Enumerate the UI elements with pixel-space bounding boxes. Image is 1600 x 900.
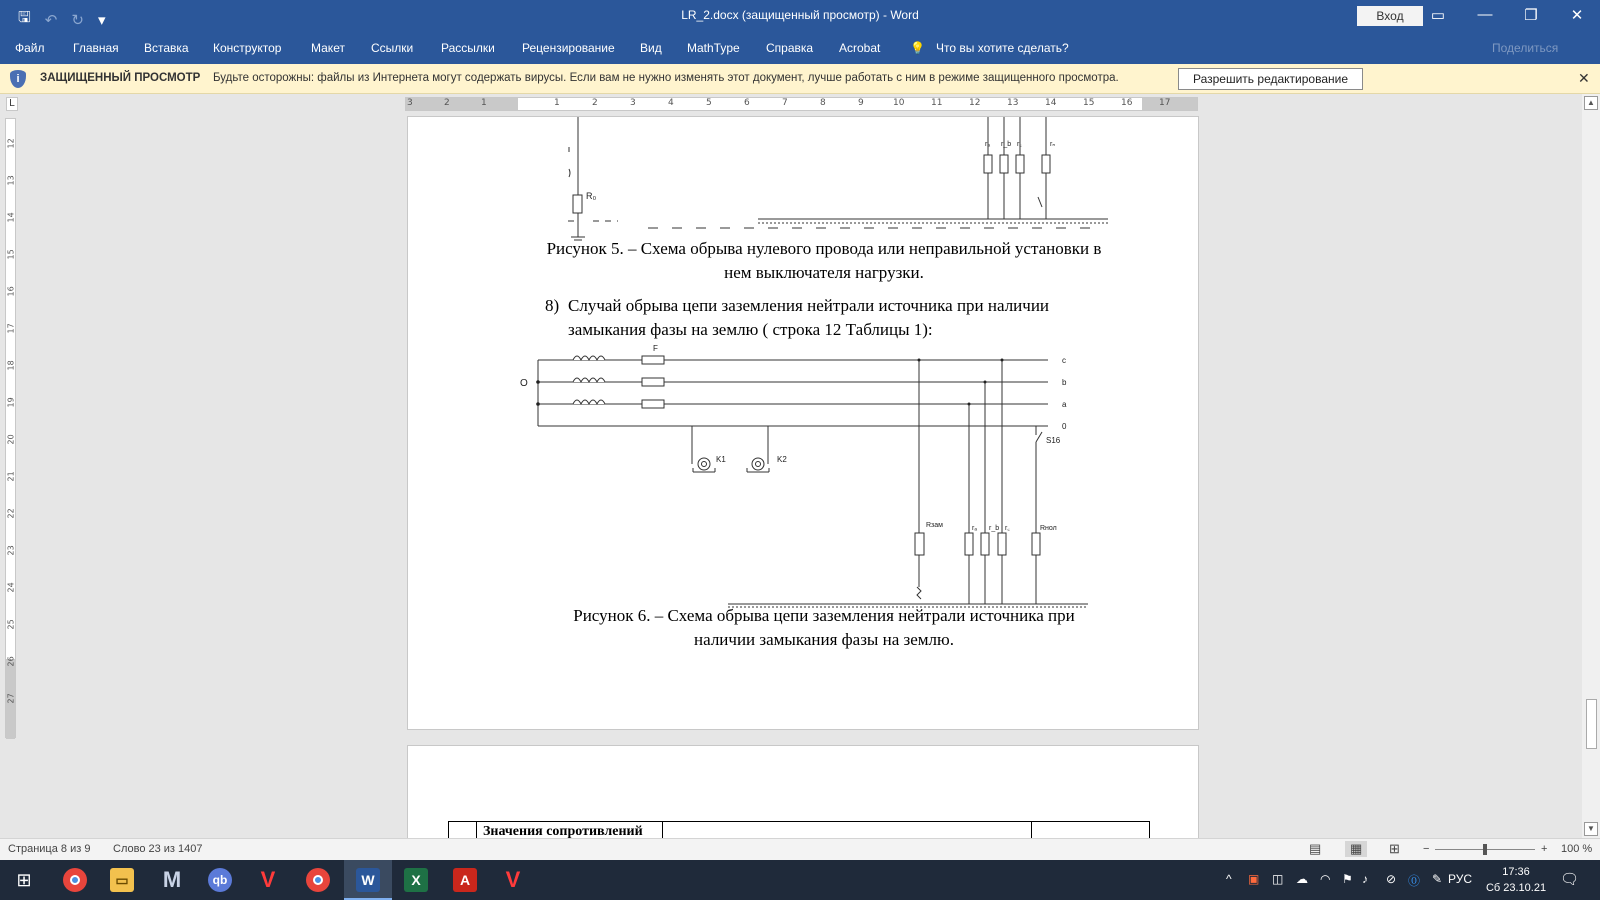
tab-review[interactable]: Рецензирование: [522, 41, 615, 55]
share-button[interactable]: Поделиться: [1492, 41, 1559, 55]
app-m-icon[interactable]: M: [162, 867, 182, 892]
ruler-label: 17: [6, 323, 16, 334]
ruler-label: 14: [1045, 98, 1057, 108]
tray-app-icon[interactable]: ▣: [1248, 872, 1260, 886]
zoom-level[interactable]: 100 %: [1561, 843, 1593, 855]
ruler-label: 13: [1007, 98, 1019, 108]
acrobat-icon[interactable]: A: [453, 868, 477, 892]
tab-view[interactable]: Вид: [640, 41, 662, 55]
rzam-label: Rзам: [926, 522, 943, 529]
ruler-label: 1: [481, 98, 487, 108]
ruler-label: 14: [6, 212, 16, 223]
ruler-label: 17: [1159, 98, 1171, 108]
k2-label: K2: [777, 455, 787, 464]
vertical-scrollbar[interactable]: [1582, 94, 1600, 838]
tab-file[interactable]: Файл: [15, 41, 45, 55]
ruler-label: 4: [668, 98, 674, 108]
chrome-icon[interactable]: [63, 868, 87, 892]
rc-label: r꜀: [1005, 525, 1010, 532]
rc-label: r꜀: [1017, 141, 1022, 148]
figure-5-caption-line-1: Рисунок 5. – Схема обрыва нулевого провода или неправильной установки в: [546, 239, 1102, 258]
app-v-icon[interactable]: V: [260, 867, 276, 892]
notifications-icon[interactable]: 🗨: [1560, 871, 1580, 888]
list-item-number: 8): [545, 296, 560, 315]
volume-icon[interactable]: ♪: [1362, 872, 1368, 886]
customize-toolbar-icon[interactable]: ▾: [97, 11, 106, 29]
r0-label: R₀: [586, 191, 597, 201]
phase-a-label: a: [1062, 400, 1067, 409]
ruler-label: 11: [931, 98, 943, 108]
ruler-label: 26: [6, 656, 16, 667]
figure-6-diagram: [408, 342, 1200, 612]
rnull-label: Rнол: [1040, 525, 1057, 532]
web-layout-icon[interactable]: ⊞: [1389, 841, 1400, 856]
page-count[interactable]: Страница 8 из 9: [8, 843, 91, 855]
scroll-thumb[interactable]: [1586, 699, 1597, 749]
wifi-icon[interactable]: ◠: [1320, 872, 1331, 886]
enable-editing-button[interactable]: Разрешить редактирование: [1178, 68, 1363, 90]
lightbulb-icon: 💡: [910, 41, 925, 55]
restore-button[interactable]: ❐: [1524, 7, 1538, 24]
ruler-label: 12: [969, 98, 981, 108]
ruler-label: 21: [6, 471, 16, 482]
clock-date: Сб 23.10.21: [1485, 882, 1547, 894]
clock-time: 17:36: [1502, 866, 1530, 878]
ruler-label: 9: [858, 98, 864, 108]
ruler-label: 24: [6, 582, 16, 593]
vertical-ruler[interactable]: [5, 118, 16, 738]
app-v-icon-2[interactable]: V: [505, 867, 521, 892]
minimize-button[interactable]: —: [1477, 6, 1493, 23]
shield-icon: i: [10, 70, 26, 88]
ruler-label: 18: [6, 360, 16, 371]
ruler-label: 19: [6, 397, 16, 408]
ruler-label: 2: [592, 98, 598, 108]
tray-onedrive-icon[interactable]: ☁: [1296, 872, 1308, 886]
ruler-label: 16: [6, 286, 16, 297]
document-page[interactable]: [407, 116, 1199, 730]
network-icon[interactable]: ⚑: [1342, 872, 1353, 886]
protected-view-message: Будьте осторожны: файлы из Интернета могут содержать вирусы. Если вам не нужно изменять этот документ, лучше работать с ним в режиме защищенного просмотра.: [213, 72, 1119, 84]
tray-bag-icon[interactable]: ◫: [1272, 872, 1284, 886]
word-icon[interactable]: W: [356, 868, 380, 892]
ruler-label: 22: [6, 508, 16, 519]
ruler-label: 15: [1083, 98, 1095, 108]
tray-slash-icon[interactable]: ⊘: [1386, 872, 1397, 886]
ruler-label: 3: [407, 98, 413, 108]
scroll-up-icon[interactable]: ▲: [1584, 96, 1598, 110]
ruler-label: 7: [782, 98, 788, 108]
tab-insert[interactable]: Вставка: [144, 41, 189, 55]
chrome-icon-2[interactable]: [306, 868, 330, 892]
start-button-icon[interactable]: ⊞: [16, 870, 32, 890]
input-language[interactable]: РУС: [1448, 872, 1473, 886]
list-item-line-1: Случай обрыва цепи заземления нейтрали источника при наличии: [568, 296, 1050, 315]
file-explorer-icon[interactable]: ▭: [110, 868, 134, 892]
tab-acrobat[interactable]: Acrobat: [839, 41, 881, 55]
document-title: LR_2.docx (защищенный просмотр) - Word: [681, 8, 919, 22]
rb-label: r_b: [1001, 141, 1012, 148]
sign-in-button[interactable]: Вход: [1357, 6, 1423, 26]
document-area: [0, 94, 1582, 838]
close-window-button[interactable]: ✕: [1570, 7, 1584, 24]
qbittorrent-icon[interactable]: qb: [208, 868, 232, 892]
ruler-label: 25: [6, 619, 16, 630]
ruler-label: 8: [820, 98, 826, 108]
fuse-f-label: F: [653, 344, 658, 353]
ruler-label: 20: [6, 434, 16, 445]
status-bar: [0, 838, 1600, 860]
zoom-in-button[interactable]: +: [1541, 843, 1548, 855]
ruler-label: 13: [6, 175, 16, 186]
print-layout-icon[interactable]: ▦: [1345, 841, 1367, 857]
clock[interactable]: [1476, 864, 1556, 896]
ruler-label: 27: [6, 693, 16, 704]
ra-label: rₐ: [985, 141, 990, 148]
protected-view-bar: [0, 64, 1600, 94]
tab-mailings[interactable]: Рассылки: [441, 41, 495, 55]
ribbon-tabs: [0, 32, 1600, 64]
figure-5-diagram: [408, 117, 1200, 257]
document-page-2[interactable]: [407, 745, 1199, 838]
close-bar-icon[interactable]: ✕: [1578, 70, 1590, 86]
phase-b-label: b: [1062, 378, 1067, 387]
tab-design[interactable]: Конструктор: [213, 41, 282, 55]
tab-help[interactable]: Справка: [766, 41, 814, 55]
protected-view-title: ЗАЩИЩЕННЫЙ ПРОСМОТР: [40, 72, 201, 84]
tab-references[interactable]: Ссылки: [371, 41, 414, 55]
tab-home[interactable]: Главная: [73, 41, 119, 55]
save-icon[interactable]: 🖫: [18, 9, 31, 26]
ruler-label: 16: [1121, 98, 1133, 108]
tab-mathtype[interactable]: MathType: [687, 41, 740, 55]
k1-label: K1: [716, 455, 726, 464]
zoom-slider-thumb[interactable]: [1483, 844, 1487, 855]
ruler-label: 15: [6, 249, 16, 260]
list-item-line-2: замыкания фазы на землю ( строка 12 Таблицы 1):: [568, 320, 933, 339]
ribbon-display-options-icon[interactable]: ▭: [1430, 7, 1446, 24]
pen-icon[interactable]: ✎: [1432, 872, 1443, 886]
word-count[interactable]: Слово 23 из 1407: [113, 843, 203, 855]
figure-6-caption-line-1: Рисунок 6. – Схема обрыва цепи заземления нейтрали источника при: [573, 606, 1075, 625]
ruler-label: 1: [554, 98, 560, 108]
title-bar: [0, 0, 1600, 32]
rb-label: r_b: [989, 525, 1000, 532]
undo-icon[interactable]: ↶: [44, 11, 58, 29]
zoom-out-button[interactable]: −: [1423, 843, 1430, 855]
table-header-cell: Значения сопротивлений: [483, 824, 643, 838]
tab-selector[interactable]: L: [6, 97, 18, 111]
o-label: O: [520, 378, 528, 389]
figure-6-caption-line-2: наличии замыкания фазы на землю.: [694, 630, 954, 649]
rn-label: rₙ: [1050, 141, 1056, 148]
ruler-label: 23: [6, 545, 16, 556]
ruler-label: 10: [893, 98, 905, 108]
hp-icon[interactable]: ⓪: [1408, 874, 1421, 888]
ruler-label: 12: [6, 138, 16, 149]
tray-overflow-icon[interactable]: ^: [1226, 872, 1232, 886]
phase-c-label: c: [1062, 356, 1066, 365]
ruler-label: 5: [706, 98, 712, 108]
ruler-label: 6: [744, 98, 750, 108]
scroll-down-icon[interactable]: ▼: [1584, 822, 1598, 836]
ra-label: rₐ: [972, 525, 977, 532]
horizontal-ruler[interactable]: [405, 97, 1198, 111]
ruler-label: 3: [630, 98, 636, 108]
switch-s16-label: S16: [1046, 436, 1061, 445]
taskbar: [0, 860, 1600, 900]
excel-icon[interactable]: X: [404, 868, 428, 892]
redo-icon[interactable]: ↻: [71, 11, 84, 29]
tab-layout[interactable]: Макет: [311, 41, 345, 55]
table: [448, 821, 1150, 838]
figure-5-caption-line-2: нем выключателя нагрузки.: [724, 263, 924, 282]
tell-me-search[interactable]: Что вы хотите сделать?: [936, 41, 1069, 55]
neutral-0-label: 0: [1062, 422, 1067, 431]
ruler-label: 2: [444, 98, 450, 108]
read-mode-icon[interactable]: ▤: [1309, 841, 1322, 856]
